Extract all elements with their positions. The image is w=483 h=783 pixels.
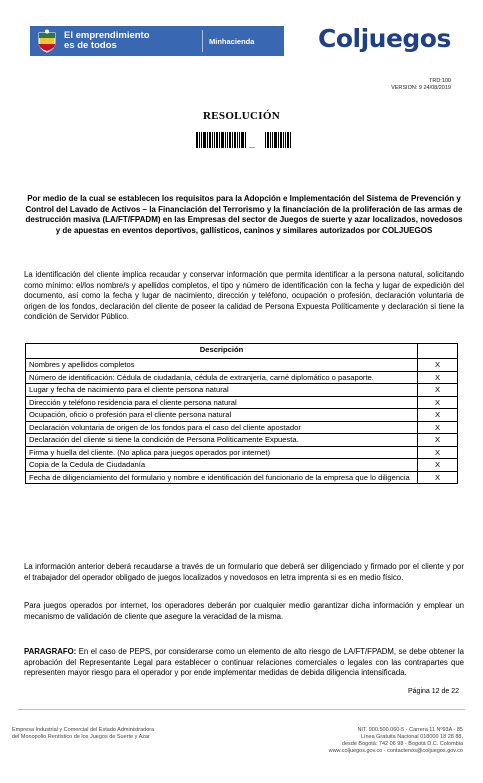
table-row <box>26 396 458 409</box>
table-row <box>26 459 458 472</box>
row-description: Declaración voluntaria de origen de los fondos para el caso del cliente apostador <box>26 421 418 434</box>
colombia-crest-icon <box>36 29 58 53</box>
barcode-right <box>265 132 292 148</box>
table-row <box>26 359 458 372</box>
row-mark: X <box>418 471 458 484</box>
footer-contact: NIT. 900.500.060-5 - Carrera 11 Nº93A - 85 Línea Gratuita Nacional 018000 18 28 88, desde Bogotá: 742 06 98 - Bogotá D.C. Colombia www.coljuegos.gov.co - contactenos@coljuegos.gov.co <box>328 727 463 754</box>
table-row <box>26 384 458 397</box>
row-mark: X <box>418 446 458 459</box>
page-number: Página 12 de 22 <box>408 688 459 695</box>
intro-paragraph: La identificación del cliente implica recaudar y conservar información que permita identificar a la persona natural, solicitando como mínimo: el/los nombre/s y apellidos completos, el tipo y número de identificación con la fecha y lugar de expedición del documento, así como la fecha y lugar de nacimiento, dirección y teléfono, ocupación o profesión, declaración voluntaria de origen de los fondos, declaración del cliente de poseer la calidad de Persona Expuesta Políticamente y declaración si tiene la condición de Servidor Público. <box>24 270 464 321</box>
banner-divider <box>202 30 203 52</box>
table-header-row <box>26 344 458 359</box>
row-description: Firma y huella del cliente. (No aplica para juegos operados por internet) <box>26 446 418 459</box>
resolution-subject: Por medio de la cual se establecen los requisitos para la Adopción e Implementación del Sistema de Prevención y Control del Lavado de Activos – la Financiación del Terrorismo y la financiación de la proliferación de las armas de destrucción masiva (LA/FT/FPADM) en las Empresas del sector de Juegos de suerte y azar localizados, novedosos y de apuestas en eventos deportivos, gallísticos, caninos y similares autorizados por COLJUEGOS <box>25 194 463 235</box>
row-mark: X <box>418 371 458 384</box>
row-mark: X <box>418 359 458 372</box>
row-description: Fecha de diligenciamiento del formulario y nombre e identificación del funcionario de la empresa que lo diligencia <box>26 471 418 484</box>
coljuegos-logo: Coljuegos <box>318 24 451 53</box>
table-row <box>26 409 458 422</box>
paragraph-internet: Para juegos operados por internet, los operadores deberán por cualquier medio garantizar dicha información y emplear un mecanismo de validación de cliente que asegure la veracidad de la misma. <box>24 601 464 621</box>
paragrafo <box>24 647 464 679</box>
table-row <box>26 471 458 484</box>
barcode-left <box>196 132 247 148</box>
table-header-mark <box>418 344 458 359</box>
table-row <box>26 421 458 434</box>
barcode-separator: _ <box>249 138 255 149</box>
row-description: Ocupación, oficio o profesión para el cliente persona natural <box>26 409 418 422</box>
row-description: Dirección y teléfono residencia para el cliente persona natural <box>26 396 418 409</box>
ministry-label: Minhacienda <box>209 36 255 46</box>
row-description: Número de identificación: Cédula de ciudadanía, cédula de extranjería, carné diplomático o pasaporte. <box>26 371 418 384</box>
row-mark: X <box>418 434 458 447</box>
table-row <box>26 371 458 384</box>
paragrafo-text: En el caso de PEPS, por considerarse como un elemento de alto riesgo de LA/FT/FPADM, se debe obtener la aprobación del Representante Legal para establecer o continuar relaciones comerciales o legales con las contrapartes que representen mayor riesgo para el operador y por ende implementar medidas de debida diligencia intensificada. <box>24 647 464 677</box>
row-mark: X <box>418 396 458 409</box>
row-mark: X <box>418 421 458 434</box>
footer-entity: Empresa Industrial y Comercial del Estado Administradora del Monopolio Rentístico de los Juegos de Suerte y Azar <box>12 727 155 740</box>
paragrafo-label: PARAGRAFO: <box>24 647 77 656</box>
document-version: TRD:100 VERSION: 9 24/08/2019 <box>391 78 451 91</box>
document-title: RESOLUCIÓN <box>203 110 280 122</box>
banner-slogan: El emprendimiento es de todos <box>64 30 150 51</box>
government-banner <box>30 26 284 56</box>
paragraph-form: La información anterior deberá recaudarse a través de un formulario que deberá ser diligenciado y firmado por el cliente y por el trabajador del operador obligado de juegos localizados y novedosos en letra imprenta si es en medio físico. <box>24 562 464 582</box>
requirements-table <box>25 343 458 484</box>
row-description: Lugar y fecha de nacimiento para el cliente persona natural <box>26 384 418 397</box>
table-header-description: Descripción <box>26 344 418 359</box>
table-row <box>26 434 458 447</box>
table-body <box>26 359 458 484</box>
row-description: Nombres y apellidos completos <box>26 359 418 372</box>
table-row <box>26 446 458 459</box>
row-mark: X <box>418 384 458 397</box>
row-description: Copia de la Cedula de Ciudadanía <box>26 459 418 472</box>
row-mark: X <box>418 459 458 472</box>
footer-divider <box>18 709 465 710</box>
row-mark: X <box>418 409 458 422</box>
row-description: Declaración del cliente si tiene la condición de Persona Políticamente Expuesta. <box>26 434 418 447</box>
